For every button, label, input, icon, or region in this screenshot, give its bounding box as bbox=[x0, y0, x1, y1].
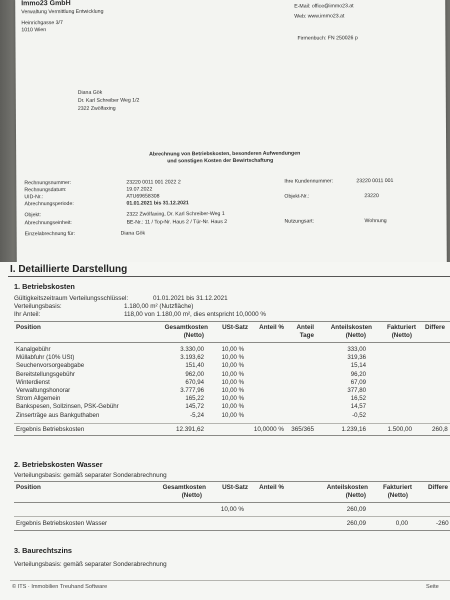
row-share-cost: 16,52 bbox=[350, 395, 366, 403]
water-col-vat-rate: USt-Satz bbox=[222, 484, 248, 491]
row-position: Bankspesen, Sollzinsen, PSK-Gebühr bbox=[16, 403, 119, 411]
water-header-bottom-rule bbox=[14, 502, 450, 503]
basis-label: Verteilungsbasis: bbox=[14, 303, 62, 310]
company-city: 1010 Wien bbox=[21, 27, 47, 34]
table-row bbox=[16, 362, 366, 370]
row-spacer bbox=[244, 403, 320, 411]
section-1-title: I. Detaillierte Darstellung bbox=[10, 264, 128, 275]
footer-rule bbox=[10, 580, 450, 581]
water-col-invoiced-net: (Netto) bbox=[387, 492, 408, 499]
row-spacer bbox=[244, 371, 320, 379]
col-position: Position bbox=[16, 324, 41, 331]
recipient-city: 2322 Zwölfaxing bbox=[77, 105, 116, 112]
ground-rent-basis: Verteilungsbasis: gemäß separater Sonderabrechnung bbox=[14, 561, 167, 568]
row-spacer bbox=[244, 387, 320, 395]
company-web: Web: www.immo23.at bbox=[294, 13, 345, 20]
row-share-cost: 333,00 bbox=[347, 346, 366, 353]
row-total-cost: 145,72 bbox=[185, 403, 204, 411]
row-position: Verwaltungshonorar bbox=[16, 387, 71, 395]
row-position: Strom Allgemein bbox=[16, 395, 61, 403]
row-vat-rate: 10,00 % bbox=[221, 346, 244, 353]
col-invoiced-net: (Netto) bbox=[391, 332, 412, 339]
table-row bbox=[16, 412, 366, 420]
col-days: Anteil bbox=[296, 324, 314, 331]
total-share-pct: 10,0000 % bbox=[253, 426, 284, 433]
row-share-cost: 67,09 bbox=[350, 378, 366, 386]
subject-line-1: Abrechnung von Betriebskosten, besonderen Aufwendungen bbox=[149, 150, 301, 158]
row-total-cost: 151,40 bbox=[185, 362, 204, 370]
billing-period: 01.01.2021 bis 31.12.2021 bbox=[126, 200, 189, 207]
company-street: Heinrichgasse 3/7 bbox=[21, 20, 63, 27]
row-vat-rate: 10,00 % bbox=[221, 378, 244, 386]
row-position: Kanalgebühr bbox=[16, 346, 51, 353]
row-spacer bbox=[244, 379, 320, 387]
total-days: 365/365 bbox=[291, 426, 314, 433]
row-vat-rate: 10,00 % bbox=[221, 403, 244, 411]
row-total-cost: 3.193,62 bbox=[180, 354, 204, 362]
usage-type: Wohnung bbox=[364, 218, 387, 225]
single-billing-label: Einzelabrechnung für: bbox=[24, 230, 76, 238]
footer-page: Seite bbox=[426, 584, 439, 590]
col-invoiced: Fakturiert bbox=[386, 324, 416, 331]
row-share-cost: 319,36 bbox=[347, 354, 366, 362]
water-total-top-rule bbox=[14, 516, 450, 517]
water-total-bottom-rule bbox=[14, 530, 450, 531]
invoice-date: 19.07.2022 bbox=[126, 186, 153, 193]
row-vat-rate: 10,00 % bbox=[221, 354, 244, 362]
ground-rent-title: 3. Baurechtszins bbox=[14, 546, 72, 555]
water-total-invoiced: 0,00 bbox=[395, 520, 408, 527]
total-cost: 12.391,62 bbox=[175, 426, 204, 433]
water-col-difference: Differe bbox=[428, 484, 448, 491]
table-header-bottom-rule bbox=[14, 342, 450, 343]
col-share-pct: Anteil % bbox=[259, 324, 284, 331]
row-total-cost: 165,22 bbox=[185, 395, 204, 403]
water-total-difference: -260 bbox=[436, 520, 449, 527]
object-number: 23220 bbox=[364, 193, 379, 200]
total-share-cost: 1.239,16 bbox=[341, 426, 366, 433]
unit-label: Abrechnungseinheit: bbox=[24, 219, 72, 227]
row-vat-rate: 10,00 % bbox=[221, 387, 244, 395]
share-value: 118,00 von 1.180,00 m², dies entspricht 10,0000 % bbox=[124, 311, 267, 318]
table-header-top-rule bbox=[14, 321, 450, 322]
company-tagline: Verwaltung Vermittlung Entwicklung bbox=[21, 8, 104, 16]
row-vat-rate: 10,00 % bbox=[221, 370, 244, 378]
company-name: Immo23 GmbH bbox=[21, 0, 71, 8]
water-col-share-cost-net: (Netto) bbox=[345, 492, 366, 499]
row-total-cost: 3.777,96 bbox=[180, 387, 204, 395]
period-label: Abrechnungsperiode: bbox=[24, 200, 74, 208]
operating-costs-table bbox=[16, 346, 366, 420]
uid-label: UID-Nr.: bbox=[24, 194, 44, 201]
invoice-date-label: Rechnungsdatum: bbox=[24, 187, 67, 194]
detail-page bbox=[0, 262, 450, 600]
company-email: E-Mail: office@immo23.at bbox=[294, 3, 354, 10]
water-row-vat: 10,00 % bbox=[220, 506, 244, 513]
water-col-invoiced: Fakturiert bbox=[382, 484, 412, 491]
row-share-cost: 96,20 bbox=[350, 370, 366, 378]
row-share-cost: 15,14 bbox=[350, 362, 366, 370]
water-col-position: Position bbox=[16, 484, 41, 491]
operating-costs-title: 1. Betriebskosten bbox=[14, 282, 75, 291]
table-row bbox=[16, 379, 366, 387]
col-difference: Differe bbox=[425, 324, 445, 331]
water-basis: Verteilungsbasis: gemäß separater Sonderabrechnung bbox=[14, 472, 167, 479]
col-share-cost: Anteilskosten bbox=[330, 324, 372, 331]
total-label: Ergebnis Betriebskosten bbox=[16, 426, 85, 433]
row-position: Zinserträge aus Bankguthaben bbox=[16, 411, 100, 419]
validity-label: Gültigkeitszeitraum Verteilungsschlüssel: bbox=[14, 295, 129, 302]
object-label: Objekt: bbox=[24, 212, 41, 219]
row-total-cost: 3.330,00 bbox=[180, 346, 204, 353]
letter-cover-page bbox=[15, 0, 447, 267]
invoice-number-label: Rechnungsnummer: bbox=[24, 179, 72, 187]
billing-unit: BE-Nr.: 11 / Top-Nr. Haus 2 / Tür-Nr. Haus 2 bbox=[126, 219, 228, 226]
table-row bbox=[16, 387, 366, 395]
object-address: 2322 Zwölfaxing, Dr. Karl Schreiber-Weg 1 bbox=[126, 211, 225, 218]
water-row-share-cost: 260,09 bbox=[346, 506, 366, 513]
recipient-street: Dr. Karl Schreiber Weg 1/2 bbox=[77, 97, 140, 104]
single-billing-name: Diana Gök bbox=[120, 230, 146, 237]
row-position: Bereitstellungsgebühr bbox=[16, 370, 75, 378]
customer-number: 23220 0011 001 bbox=[356, 178, 394, 185]
table-row bbox=[16, 354, 366, 362]
total-top-rule bbox=[14, 423, 450, 424]
company-register: Firmenbuch: FN 250026 p bbox=[297, 35, 358, 42]
total-invoiced: 1.500,00 bbox=[387, 426, 412, 433]
total-difference: 260,8 bbox=[432, 426, 448, 433]
total-bottom-rule bbox=[14, 435, 450, 436]
section-1-rule bbox=[8, 276, 450, 277]
row-vat-rate: 10,00 % bbox=[221, 395, 244, 403]
row-position: Müllabfuhr (10% USt) bbox=[16, 354, 75, 362]
col-share-cost-net: (Netto) bbox=[345, 332, 366, 339]
row-position: Winterdienst bbox=[16, 378, 50, 386]
recipient-name: Diana Gök bbox=[77, 89, 103, 96]
row-total-cost: 962,00 bbox=[185, 370, 204, 378]
row-share-cost: 14,57 bbox=[350, 403, 366, 411]
water-total-label: Ergebnis Betriebskosten Wasser bbox=[16, 520, 108, 527]
water-col-share-cost: Anteilskosten bbox=[326, 484, 368, 491]
row-spacer bbox=[244, 346, 320, 354]
row-spacer bbox=[244, 354, 320, 362]
basis-value: 1.180,00 m² (Nutzfläche) bbox=[124, 303, 194, 310]
water-total-share-cost: 260,09 bbox=[346, 520, 366, 527]
table-row bbox=[16, 346, 366, 354]
col-vat-rate: USt-Satz bbox=[222, 324, 248, 331]
company-phone bbox=[294, 0, 351, 2]
footer-brand: © ITS · Immobilien Treuhand Software bbox=[12, 584, 108, 590]
usage-label: Nutzungsart: bbox=[284, 218, 314, 225]
row-spacer bbox=[244, 362, 320, 370]
invoice-number: 23220 0011 001 2022 2 bbox=[126, 179, 181, 186]
table-row bbox=[16, 403, 366, 411]
object-number-label: Objekt-Nr.: bbox=[284, 193, 310, 200]
row-share-cost: -0,52 bbox=[352, 411, 366, 419]
row-share-cost: 377,80 bbox=[347, 387, 366, 395]
water-col-total-cost-net: (Netto) bbox=[181, 492, 202, 499]
uid-number: ATU69658308 bbox=[126, 193, 160, 200]
table-row bbox=[16, 395, 366, 403]
col-total-cost-net: (Netto) bbox=[183, 332, 204, 339]
share-label: Ihr Anteil: bbox=[14, 311, 41, 318]
row-vat-rate: 10,00 % bbox=[221, 362, 244, 370]
row-spacer bbox=[244, 395, 320, 403]
water-costs-title: 2. Betriebskosten Wasser bbox=[14, 460, 103, 469]
row-total-cost: 670,94 bbox=[185, 378, 204, 386]
table-row bbox=[16, 371, 366, 379]
subject-line-2: und sonstigen Kosten der Bewirtschaftung bbox=[167, 157, 274, 165]
water-col-total-cost: Gesamtkosten bbox=[162, 484, 206, 491]
validity-period: 01.01.2021 bis 31.12.2021 bbox=[153, 295, 228, 302]
water-header-top-rule bbox=[14, 481, 450, 482]
customer-number-label: Ihre Kundennummer: bbox=[284, 178, 334, 185]
col-total-cost: Gesamtkosten bbox=[164, 324, 208, 331]
col-days-sub: Tage bbox=[299, 332, 314, 339]
row-total-cost: -5,24 bbox=[190, 411, 204, 419]
water-col-share-pct: Anteil % bbox=[259, 484, 284, 491]
row-spacer bbox=[244, 412, 320, 420]
row-position: Seuchenvorsorgeabgabe bbox=[16, 362, 85, 370]
row-vat-rate: 10,00 % bbox=[221, 411, 244, 419]
